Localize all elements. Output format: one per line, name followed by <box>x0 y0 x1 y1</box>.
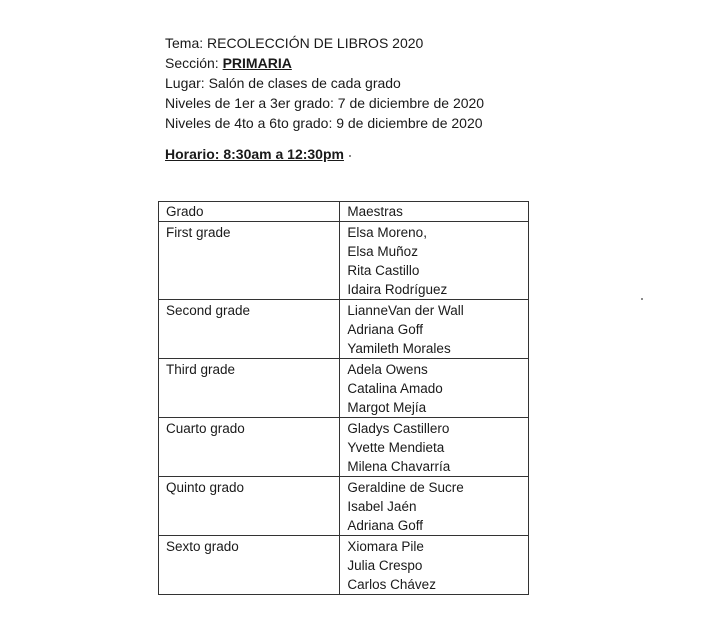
grado-cell <box>159 300 340 359</box>
teacher-name: Adela Owens <box>347 362 428 377</box>
grado-name: Cuarto grado <box>166 421 245 436</box>
teacher-name: Adriana Goff <box>347 322 423 337</box>
table-row <box>159 418 529 477</box>
grado-cell <box>159 359 340 418</box>
teacher-name: Margot Mejía <box>347 400 427 415</box>
tema-label: Tema: <box>165 35 208 51</box>
grado-cell <box>159 536 340 595</box>
grado-cell <box>159 477 340 536</box>
maestras-cell <box>340 536 529 595</box>
horario-line: Horario: 8:30am a 12:30pm <box>165 146 344 162</box>
teacher-name: Adriana Goff <box>347 518 423 533</box>
teacher-name: Gladys Castillero <box>347 421 450 436</box>
maestras-cell <box>340 418 529 477</box>
table-row <box>159 536 529 595</box>
teacher-name: Isabel Jaén <box>347 499 417 514</box>
teacher-name: Milena Chavarría <box>347 459 451 474</box>
grado-name: Second grade <box>166 303 251 318</box>
teacher-name: LianneVan der Wall <box>347 303 464 318</box>
teacher-name: Elsa Moreno, <box>347 225 427 240</box>
teacher-name: Idaira Rodríguez <box>347 282 448 297</box>
teacher-name: Rita Castillo <box>347 263 420 278</box>
header-maestras: Maestras <box>340 202 529 222</box>
table-row <box>159 300 529 359</box>
niveles-1-line: Niveles de 1er a 3er grado: 7 de diciembre de 2020 <box>165 95 485 111</box>
grado-name: Quinto grado <box>166 480 245 495</box>
table-row <box>159 222 529 300</box>
table-row <box>159 477 529 536</box>
tema-value: RECOLECCIÓN DE LIBROS 2020 <box>207 35 424 51</box>
teacher-name: Yvette Mendieta <box>347 440 445 455</box>
lugar-line: Lugar: Salón de clases de cada grado <box>165 75 401 91</box>
grado-name: Third grade <box>166 362 236 377</box>
scan-speck <box>641 298 643 300</box>
teacher-name: Xiomara Pile <box>347 539 424 554</box>
header-grado: Grado <box>159 202 340 222</box>
grado-name: First grade <box>166 225 231 240</box>
teacher-name: Geraldine de Sucre <box>347 480 464 495</box>
teacher-name: Yamileth Morales <box>347 341 451 356</box>
niveles-2-line: Niveles de 4to a 6to grado: 9 de diciembre de 2020 <box>165 115 483 131</box>
maestras-cell <box>340 477 529 536</box>
scan-speck <box>349 155 351 157</box>
seccion-line <box>165 53 484 73</box>
document-header <box>165 33 484 133</box>
grado-cell <box>159 418 340 477</box>
teacher-name: Carlos Chávez <box>347 577 436 592</box>
table-header-row <box>159 202 529 222</box>
grado-name: Sexto grado <box>166 539 239 554</box>
table-row <box>159 359 529 418</box>
tema-line <box>165 33 484 53</box>
teacher-name: Elsa Muñoz <box>347 244 418 259</box>
seccion-label: Sección: <box>165 55 223 71</box>
grado-cell <box>159 222 340 300</box>
maestras-cell <box>340 359 529 418</box>
teacher-name: Catalina Amado <box>347 381 443 396</box>
teachers-table <box>158 201 529 595</box>
seccion-value: PRIMARIA <box>222 55 292 71</box>
teacher-name: Julia Crespo <box>347 558 423 573</box>
maestras-cell <box>340 222 529 300</box>
maestras-cell <box>340 300 529 359</box>
